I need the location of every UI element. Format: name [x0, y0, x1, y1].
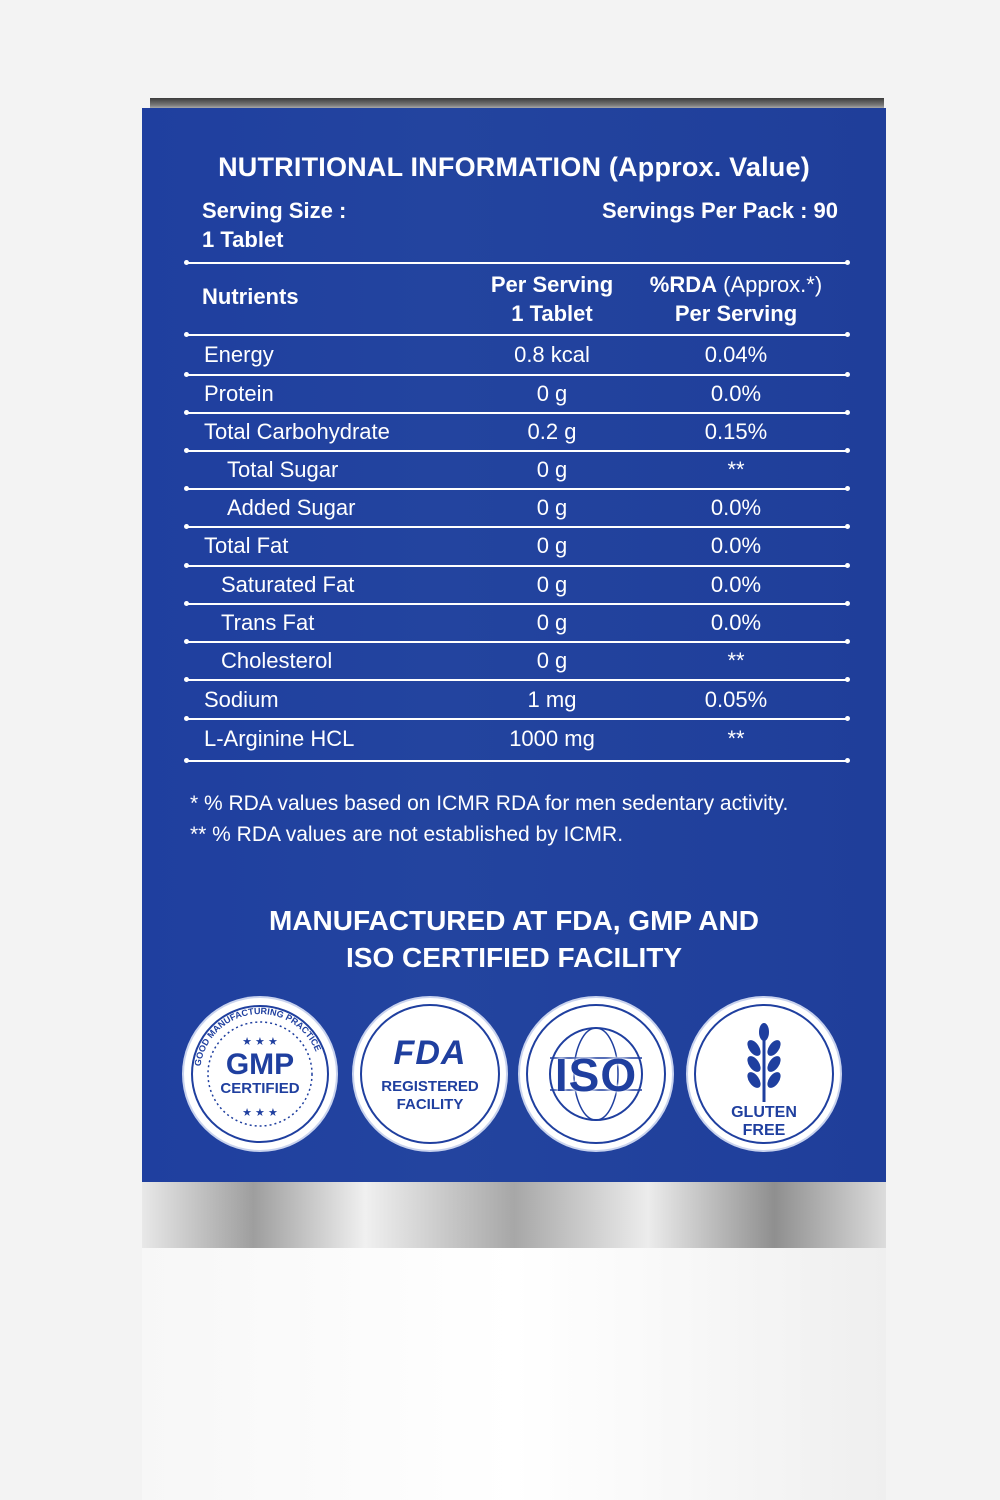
serving-size — [202, 196, 346, 254]
table-row — [142, 566, 886, 604]
nutrient-per-serving: 0 g — [536, 610, 568, 635]
gluten-free-badge — [688, 998, 840, 1150]
manufacturing-line-2: ISO CERTIFIED FACILITY — [345, 942, 682, 973]
nutrient-rda: 0.0% — [710, 381, 762, 406]
footnotes — [190, 788, 788, 850]
nutrient-name: Sodium — [204, 687, 279, 712]
gluten-label-1: GLUTEN — [731, 1104, 797, 1121]
nutrient-per-serving: 0 g — [536, 533, 568, 558]
certification-badges — [182, 998, 846, 1158]
gmp-badge — [184, 998, 336, 1150]
header-per-serving-line1: Per Serving — [490, 272, 614, 297]
nutrient-per-serving: 0 g — [536, 495, 568, 520]
nutrient-name: L-Arginine HCL — [204, 726, 355, 751]
footnote-1: * % RDA values based on ICMR RDA for men sedentary activity. — [190, 792, 789, 815]
iso-main-label: ISO — [554, 1049, 638, 1101]
table-row — [142, 413, 886, 451]
table-row — [142, 681, 886, 719]
gmp-sub-label: CERTIFIED — [220, 1080, 300, 1097]
fda-sub-label-2: FACILITY — [396, 1096, 464, 1113]
serving-size-label: Serving Size : — [202, 198, 347, 223]
table-divider — [186, 760, 848, 762]
table-row — [142, 527, 886, 565]
nutrient-rda: ** — [727, 648, 745, 673]
servings-per-pack: Servings Per Pack : 90 — [601, 198, 838, 223]
nutrient-rda: 0.15% — [704, 419, 768, 444]
nutrient-per-serving: 1 mg — [527, 687, 577, 712]
nutrient-per-serving: 0 g — [536, 381, 568, 406]
iso-badge — [520, 998, 672, 1150]
nutrient-per-serving: 0 g — [536, 572, 568, 597]
nutrient-rda: 0.0% — [710, 572, 762, 597]
fda-sub-label-1: REGISTERED — [381, 1078, 479, 1095]
footnote-2: ** % RDA values are not established by ICMR. — [190, 823, 624, 846]
nutrient-rda: 0.0% — [710, 610, 762, 635]
nutrient-rda: 0.05% — [704, 687, 768, 712]
gluten-label-2: FREE — [742, 1122, 786, 1139]
silver-band — [142, 1182, 886, 1248]
nutrient-name: Total Carbohydrate — [204, 419, 390, 444]
box-bottom-white — [142, 1248, 886, 1500]
nutrient-name: Protein — [204, 381, 274, 406]
nutrient-per-serving: 0.8 kcal — [514, 342, 590, 367]
manufacturing-line-1: MANUFACTURED AT FDA, GMP AND — [269, 905, 759, 936]
fda-badge-ring — [360, 1004, 500, 1144]
gmp-main-label: GMP — [225, 1048, 295, 1081]
nutrient-name: Total Fat — [204, 533, 289, 558]
nutrient-name: Added Sugar — [227, 495, 356, 520]
nutrient-per-serving: 0.2 g — [527, 419, 577, 444]
panel-title: NUTRITIONAL INFORMATION (Approx. Value) — [218, 152, 810, 182]
nutrient-per-serving: 1000 mg — [509, 726, 595, 751]
nutrient-name: Trans Fat — [221, 610, 315, 635]
header-rda-note: (Approx.*) — [717, 272, 823, 297]
table-row — [142, 489, 886, 527]
nutrient-per-serving: 0 g — [536, 648, 568, 673]
manufacturing-statement — [142, 902, 886, 976]
table-row — [142, 451, 886, 489]
header-per-serving — [452, 270, 652, 328]
nutrient-rda: ** — [727, 726, 745, 751]
table-row — [142, 604, 886, 642]
header-per-serving-line2: 1 Tablet — [511, 301, 593, 326]
svg-text:★ ★ ★: ★ ★ ★ — [242, 1036, 278, 1048]
nutrient-name: Saturated Fat — [221, 572, 355, 597]
serving-size-value: 1 Tablet — [202, 227, 284, 252]
table-row — [142, 720, 886, 758]
header-rda-label: %RDA — [649, 272, 718, 297]
nutrient-rda: ** — [727, 457, 745, 482]
header-rda-line2: Per Serving — [674, 301, 798, 326]
fda-badge — [354, 998, 506, 1150]
table-row — [142, 336, 886, 374]
nutrient-name: Cholesterol — [221, 648, 333, 673]
nutrient-name: Total Sugar — [227, 457, 339, 482]
table-divider — [186, 262, 848, 264]
product-box-panel — [142, 108, 886, 1183]
gmp-ring-text: GOOD MANUFACTURING PRACTICE — [192, 1005, 324, 1067]
header-rda — [636, 270, 836, 328]
nutrient-rda: 0.0% — [710, 495, 762, 520]
fda-main-label: FDA — [393, 1034, 467, 1072]
header-nutrients: Nutrients — [202, 284, 299, 309]
nutrient-rda: 0.0% — [710, 533, 762, 558]
nutrient-per-serving: 0 g — [536, 457, 568, 482]
nutrient-name: Energy — [204, 342, 274, 367]
table-row — [142, 642, 886, 680]
nutrient-rda: 0.04% — [704, 342, 768, 367]
svg-text:★ ★ ★: ★ ★ ★ — [242, 1107, 278, 1119]
table-row — [142, 375, 886, 413]
